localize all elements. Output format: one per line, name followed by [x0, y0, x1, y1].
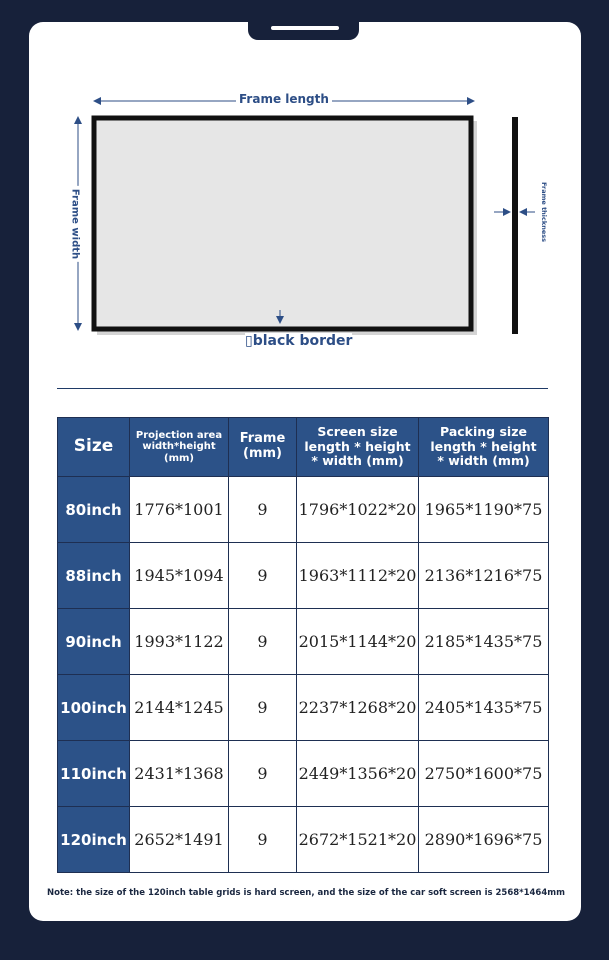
header-screen-line1: Screen size — [317, 424, 398, 440]
cell-packing: 2750*1600*75 — [419, 741, 549, 807]
header-frame-line1: Frame — [239, 431, 286, 447]
table-header-row — [58, 418, 549, 477]
cell-projection: 2144*1245 — [130, 675, 229, 741]
frame-length-label: Frame length — [236, 92, 332, 106]
cell-projection: 1945*1094 — [130, 543, 229, 609]
header-projection-area — [130, 418, 229, 477]
cell-projection: 2652*1491 — [130, 807, 229, 873]
cell-size: 90inch — [58, 609, 130, 675]
cell-screen: 1796*1022*20 — [297, 477, 419, 543]
cell-packing: 2185*1435*75 — [419, 609, 549, 675]
header-packing-line2: length * height — [430, 438, 537, 454]
cell-frame: 9 — [229, 741, 297, 807]
header-screen-line3: * width (mm) — [311, 453, 404, 469]
cell-screen: 2237*1268*20 — [297, 675, 419, 741]
header-screen-size — [297, 418, 419, 477]
table-row — [58, 609, 549, 675]
header-screen-line2: length * height — [304, 438, 411, 454]
section-divider — [57, 388, 548, 389]
header-size: Size — [58, 418, 130, 477]
cell-projection: 1993*1122 — [130, 609, 229, 675]
frame-width-label: Frame width — [70, 186, 81, 262]
table-row — [58, 675, 549, 741]
cell-size: 120inch — [58, 807, 130, 873]
cell-projection: 1776*1001 — [130, 477, 229, 543]
cell-screen: 2672*1521*20 — [297, 807, 419, 873]
screen-diagram — [0, 0, 609, 380]
header-projection-line1: Projection area — [135, 429, 223, 441]
header-packing-line1: Packing size — [440, 424, 527, 440]
cell-projection: 2431*1368 — [130, 741, 229, 807]
header-frame-line2: (mm) — [243, 446, 282, 461]
cell-screen: 2449*1356*20 — [297, 741, 419, 807]
table-row — [58, 477, 549, 543]
table-row — [58, 741, 549, 807]
table-row — [58, 543, 549, 609]
header-projection-line3: (mm) — [164, 452, 194, 464]
header-packing-size — [419, 418, 549, 477]
cell-size: 110inch — [58, 741, 130, 807]
cell-screen: 2015*1144*20 — [297, 609, 419, 675]
cell-packing: 2136*1216*75 — [419, 543, 549, 609]
cell-frame: 9 — [229, 543, 297, 609]
cell-packing: 2405*1435*75 — [419, 675, 549, 741]
frame-thickness-label: Frame thickness — [540, 182, 548, 242]
cell-frame: 9 — [229, 675, 297, 741]
header-projection-line2: width*height — [142, 441, 216, 453]
cell-screen: 1963*1112*20 — [297, 543, 419, 609]
footnote: Note: the size of the 120inch table grids is hard screen, and the size of the car soft screen is 2568*1464mm — [47, 888, 565, 898]
cell-packing: 1965*1190*75 — [419, 477, 549, 543]
header-frame — [229, 418, 297, 477]
cell-frame: 9 — [229, 477, 297, 543]
diagram-graphic — [0, 0, 609, 380]
table-row — [58, 807, 549, 873]
frame-side-profile — [512, 117, 518, 334]
cell-size: 88inch — [58, 543, 130, 609]
cell-size: 80inch — [58, 477, 130, 543]
black-border-label: ▯black border — [245, 333, 353, 349]
cell-frame: 9 — [229, 609, 297, 675]
cell-size: 100inch — [58, 675, 130, 741]
cell-frame: 9 — [229, 807, 297, 873]
header-packing-line3: * width (mm) — [437, 453, 530, 469]
size-spec-table — [57, 417, 549, 873]
cell-packing: 2890*1696*75 — [419, 807, 549, 873]
projection-screen — [94, 118, 471, 329]
